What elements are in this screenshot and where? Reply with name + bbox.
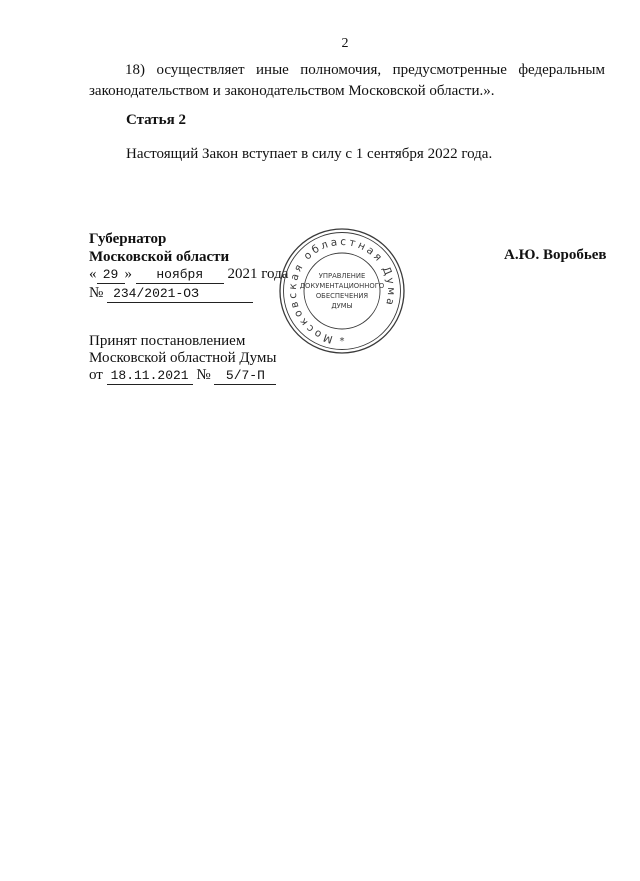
date-close-quote: » xyxy=(124,266,132,282)
item-18-line-1: 18) осуществляет иные полномочия, предусмотренные федеральным xyxy=(125,62,605,78)
seal-center-line-1: УПРАВЛЕНИЕ xyxy=(318,272,366,280)
date-open-quote: « xyxy=(89,266,97,282)
date-month: ноября xyxy=(136,267,224,284)
governor-title: Губернатор xyxy=(89,231,167,247)
law-number xyxy=(89,283,253,303)
adopted-number: 5/7-П xyxy=(214,368,276,385)
seal-center-line-3: ОБЕСПЕЧЕНИЯ xyxy=(315,292,369,300)
governor-region: Московской области xyxy=(89,249,230,265)
page-number: 2 xyxy=(341,36,349,51)
seal-graphic xyxy=(276,225,408,357)
item-18-line-2: законодательством и законодательством Московской области.». xyxy=(89,83,495,99)
adopted-line-2: Московской областной Думы xyxy=(89,350,277,366)
adopted-number-label: № xyxy=(196,367,211,383)
law-number-label: № xyxy=(89,285,104,301)
law-number-value: 234/2021-ОЗ xyxy=(107,286,253,303)
seal-star: * xyxy=(339,336,345,347)
seal-ring-text: Московская областная Дума xyxy=(286,235,398,346)
article-text: Настоящий Закон вступает в силу с 1 сентября 2022 года. xyxy=(126,146,493,162)
article-heading: Статья 2 xyxy=(126,112,186,128)
date-year: 2021 года xyxy=(227,266,289,282)
seal-center-line-4: ДУМЫ xyxy=(331,302,353,310)
adopted-date-number xyxy=(89,365,276,385)
adopted-line-1: Принят постановлением xyxy=(89,333,246,349)
seal-center-line-2: ДОКУМЕНТАЦИОННОГО xyxy=(299,282,385,290)
adopted-from-label: от xyxy=(89,367,103,383)
signature-date xyxy=(89,264,288,284)
adopted-date: 18.11.2021 xyxy=(107,368,193,385)
date-day: 29 xyxy=(97,267,125,284)
governor-name: А.Ю. Воробьев xyxy=(504,247,607,263)
official-seal xyxy=(276,225,408,357)
